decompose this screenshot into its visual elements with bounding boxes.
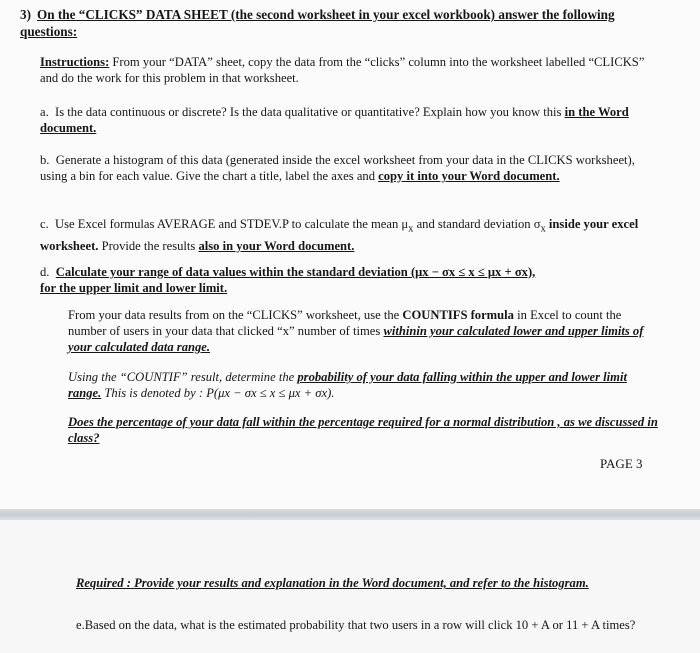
question-c bbox=[40, 216, 660, 254]
question-b-emph: copy it into your Word document. bbox=[378, 169, 560, 183]
question-d bbox=[40, 264, 660, 296]
required-note: Required : Provide your results and explanation in the Word document, and refer to the histogram. bbox=[76, 576, 589, 590]
question-e-text: Based on the data, what is the estimated probability that two users in a row will click 10 + A or 11 + A times? bbox=[84, 618, 636, 632]
question-d-letter: d. bbox=[40, 265, 50, 279]
question-a-letter: a. bbox=[40, 105, 49, 119]
question-e-letter: e. bbox=[76, 618, 85, 632]
question-a bbox=[40, 104, 660, 136]
question-b-text: Generate a histogram of this data (generated inside the excel worksheet from your data in the CLICKS worksheet), using a bin for each value. Give the chart a title, label the axes and bbox=[40, 153, 635, 183]
question-d-p1-c: in Excel to count the number of users in your data that clicked “x” number of times bbox=[68, 308, 622, 338]
question-c-text3: inside your excel worksheet. bbox=[40, 217, 639, 253]
question-c-sub2: x bbox=[540, 223, 546, 235]
question-b bbox=[40, 152, 660, 184]
question-d-heading: Calculate your range of data values within the standard deviation (μx − σx ≤ x ≤ μx + σx), bbox=[55, 265, 536, 279]
question-d-paragraph-3: Does the percentage of your data fall within the percentage required for a normal distribution , as we discussed in class? bbox=[68, 415, 658, 445]
question-a-emph: in the Word document. bbox=[40, 105, 629, 135]
question-d-p2-c: This is denoted by : P(μx − σx ≤ x ≤ μx + σx). bbox=[101, 386, 335, 400]
instructions-label: Instructions: bbox=[40, 55, 110, 69]
question-c-text1: Use Excel formulas AVERAGE and STDEV.P to calculate the mean μ bbox=[55, 217, 409, 231]
instructions bbox=[40, 54, 660, 86]
question-d-p2-b: probability of your data falling within the upper and lower limit range. bbox=[68, 370, 627, 400]
question-number: 3) bbox=[20, 7, 31, 22]
question-c-sub1: x bbox=[408, 223, 414, 235]
question-c-text4: Provide the results bbox=[98, 238, 199, 253]
page-number: PAGE 3 bbox=[600, 456, 643, 471]
instructions-text: From your “DATA” sheet, copy the data from the “clicks” column into the worksheet labelled “CLICKS” and do the work for this problem in that worksheet. bbox=[40, 55, 645, 85]
question-d-heading2: for the upper limit and lower limit. bbox=[40, 281, 228, 295]
question-c-text2: and standard deviation σ bbox=[413, 217, 541, 231]
question-a-text: Is the data continuous or discrete? Is the data qualitative or quantitative? Explain how you know this bbox=[55, 105, 565, 119]
question-b-letter: b. bbox=[40, 153, 50, 167]
question-title-text: On the “CLICKS” DATA SHEET (the second worksheet in your excel workbook) answer the following questions: bbox=[20, 7, 615, 39]
question-e bbox=[76, 617, 636, 633]
question-d-p1-a: From your data results from on the “CLICKS” worksheet, use the bbox=[68, 308, 403, 322]
question-c-letter: c. bbox=[40, 217, 49, 231]
question-d-paragraph-1 bbox=[68, 307, 658, 355]
question-c-emph: also in your Word document. bbox=[198, 238, 355, 253]
question-d-p1-d: withinin your calculated lower and upper limits of your calculated data range. bbox=[68, 324, 644, 354]
page-break-divider bbox=[0, 509, 700, 520]
question-d-paragraph-2 bbox=[68, 369, 658, 401]
question-d-p1-b: COUNTIFS formula bbox=[402, 308, 514, 322]
question-title bbox=[20, 6, 660, 40]
question-d-p2-a: Using the “COUNTIF” result, determine the bbox=[68, 370, 298, 384]
